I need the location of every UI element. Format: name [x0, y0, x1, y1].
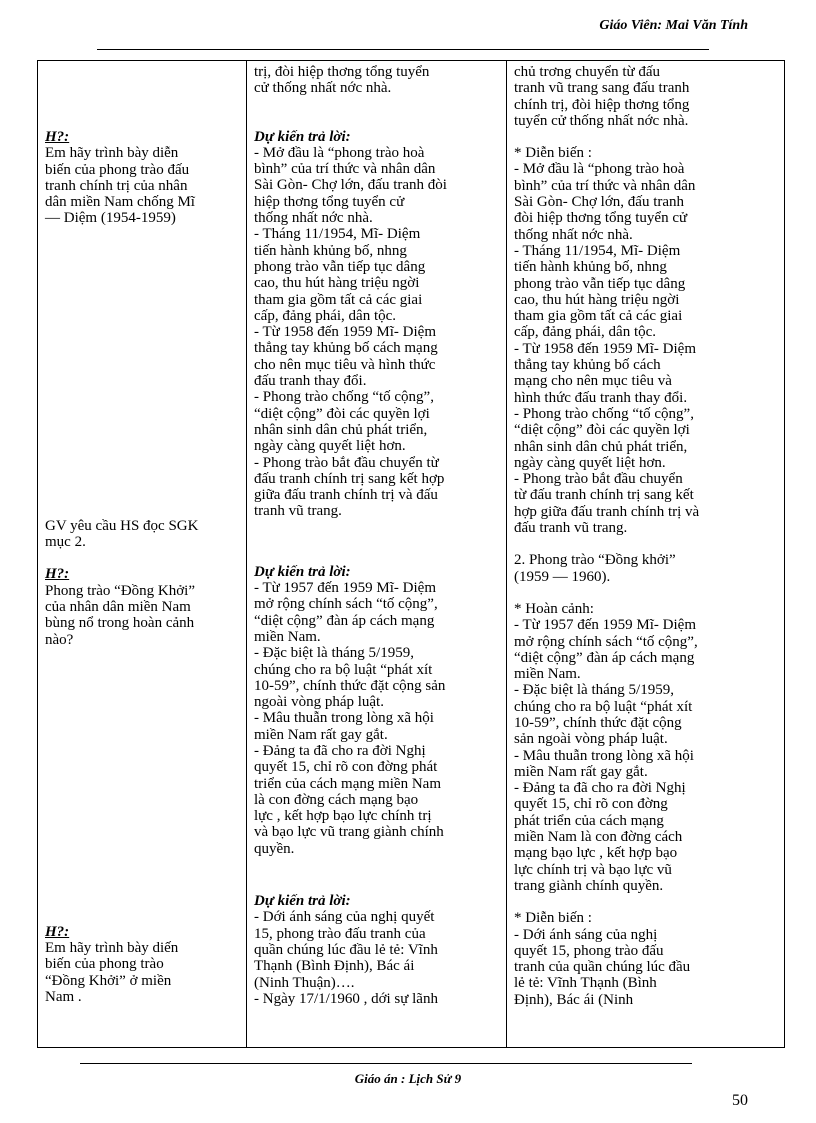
text-line: - Từ 1958 đến 1959 Mĩ- Diệm	[254, 324, 436, 341]
text-line: đấu tranh vũ trang.	[514, 520, 628, 537]
text-line: của nhân dân miền Nam	[45, 598, 191, 615]
table-row	[38, 61, 785, 1048]
text-line: - Tháng 11/1954, Mĩ- Diệm	[514, 242, 681, 259]
text-line: tranh vũ trang.	[254, 503, 342, 520]
text-line: - Đảng ta đã cho ra đời Nghị	[254, 742, 426, 759]
text-line: tham gia gồm tất cả các giai	[254, 291, 423, 308]
text-line: hình thức đấu tranh thay đổi.	[514, 389, 688, 406]
text-line: Phong trào “Đồng Khởi”	[45, 582, 195, 599]
lesson-table	[37, 60, 785, 1048]
text-line: Định), Bác ái (Ninh	[514, 991, 634, 1008]
footer-rule	[80, 1063, 692, 1064]
text-line: “diệt cộng” đàn áp cách mạng	[254, 612, 435, 629]
text-line: mở rộng chính sách “tố cộng”,	[254, 596, 438, 613]
teacher-activity-column	[38, 61, 247, 1048]
text-line: lẻ tẻ: Vĩnh Thạnh (Bình	[514, 975, 657, 992]
text-line: triển của cách mạng miền Nam	[254, 775, 442, 792]
text-line: - Mâu thuẫn trong lòng xã hội	[254, 710, 434, 727]
text-line: quyền.	[254, 840, 295, 857]
text-line: - Đặc biệt là tháng 5/1959,	[254, 645, 414, 662]
text-line: bình” của trí thức và nhân dân	[514, 177, 696, 194]
text-line: 2. Phong trào “Đồng khởi”	[514, 552, 676, 569]
question-text	[45, 583, 239, 648]
text-line: chúng cho ra bộ luật “phát xít	[514, 698, 693, 715]
text-line: - Dới ánh sáng của nghị quyết	[254, 909, 435, 926]
text-line: tiến hành khủng bố, nhng	[514, 259, 667, 276]
text-line: thẳng tay khủng bố cách mạng	[254, 340, 438, 357]
text-line: Thạnh (Bình Định), Bác ái	[254, 958, 415, 975]
text-line: mạng bạo lực , kết hợp bạo	[514, 845, 678, 862]
content-continued-text	[514, 64, 777, 129]
text-line: Sài Gòn- Chợ lớn, đấu tranh đòi	[254, 177, 447, 194]
question-label: H?:	[45, 566, 70, 583]
expected-answer-heading: Dự kiến trả lời:	[254, 128, 351, 145]
text-line: và bạo lực vũ trang giành chính	[254, 824, 444, 841]
text-line: - Mở đầu là “phong trào hoà	[254, 144, 425, 161]
text-line: từ đấu tranh chính trị sang kết	[514, 487, 694, 504]
text-line: bình” của trí thức và nhân dân	[254, 161, 436, 178]
text-line: trị, đòi hiệp thơng tổng tuyển	[254, 64, 430, 80]
text-line: tiến hành khủng bố, nhng	[254, 242, 407, 259]
text-line: chính trị, đòi hiệp thơng tổng	[514, 96, 690, 113]
text-line: là con đờng cách mạng bạo	[254, 791, 419, 808]
answer-continued-text	[254, 64, 499, 97]
text-line: nào?	[45, 631, 74, 648]
text-line: ngày càng quyết liệt hơn.	[254, 438, 406, 455]
content-text	[514, 617, 777, 894]
text-line: - Phong trào bắt đầu chuyển từ	[254, 454, 439, 471]
text-line: GV yêu cầu HS đọc SGK	[45, 517, 199, 534]
text-line: đấu tranh chính trị sang kết hợp	[254, 470, 445, 487]
text-line: Sài Gòn- Chợ lớn, đấu tranh	[514, 194, 685, 211]
text-line: miền Nam.	[514, 666, 581, 683]
text-line: quần chúng lúc đầu lẻ tẻ: Vĩnh	[254, 941, 438, 958]
text-line: giữa đấu tranh chính trị và đấu	[254, 487, 438, 504]
text-line: phong trào vẫn tiếp tục dâng	[514, 275, 686, 292]
text-line: chủ trơng chuyển từ đấu	[514, 64, 661, 80]
text-line: hợp giữa đấu tranh chính trị và	[514, 503, 700, 520]
text-line: miền Nam rất gay gắt.	[254, 726, 388, 743]
text-line: đấu tranh thay đổi.	[254, 373, 367, 390]
expected-answer-text	[254, 580, 499, 857]
text-line: chúng cho ra bộ luật “phát xít	[254, 661, 433, 678]
text-line: (1959 — 1960).	[514, 568, 611, 585]
expected-answer-heading: Dự kiến trả lời:	[254, 893, 351, 910]
text-line: tranh chính trị của nhân	[45, 177, 188, 194]
text-line: “diệt cộng” đàn áp cách mạng	[514, 649, 695, 666]
footer-title: Giáo án : Lịch Sử 9	[354, 1071, 462, 1086]
text-line: Em hãy trình bày diễn	[45, 145, 179, 162]
text-line: mục 2.	[45, 534, 86, 551]
text-line: - Phong trào chống “tố cộng”,	[254, 389, 434, 406]
text-line: mở rộng chính sách “tố cộng”,	[514, 633, 698, 650]
text-line: biến của phong trào đấu	[45, 161, 190, 178]
section-title: * Hoàn cảnh:	[514, 600, 594, 617]
text-line: hiệp thơng tổng tuyển cử	[254, 193, 405, 210]
text-line: quyết 15, chỉ rõ con đờng phát	[254, 759, 438, 776]
text-line: - Đảng ta đã cho ra đời Nghị	[514, 780, 686, 797]
text-line: sản ngoài vòng pháp luật.	[514, 731, 668, 748]
text-line: - Tháng 11/1954, Mĩ- Diệm	[254, 226, 421, 243]
text-line: - Từ 1957 đến 1959 Mĩ- Diệm	[254, 580, 436, 597]
text-line: lực , kết hợp bạo lực chính trị	[254, 808, 432, 825]
expected-answer-column	[247, 61, 507, 1048]
header-teacher: Giáo Viên: Mai Văn Tính	[599, 18, 748, 33]
text-line: “diệt cộng” đòi các quyền lợi	[514, 422, 690, 439]
text-line: Nam .	[45, 989, 82, 1006]
text-line: - Phong trào chống “tố cộng”,	[514, 405, 694, 422]
content-text	[514, 927, 777, 1008]
question-label: H?:	[45, 923, 70, 940]
text-line: thống nhất nớc nhà.	[254, 210, 373, 227]
text-line: “Đồng Khởi” ở miền	[45, 972, 172, 989]
text-line: 10-59”, chính thức đặt cộng	[514, 714, 682, 731]
text-line: - Từ 1957 đến 1959 Mĩ- Diệm	[514, 617, 696, 634]
expected-answer-text	[254, 909, 499, 1007]
text-line: thống nhất nớc nhà.	[514, 226, 633, 243]
instruction-text	[45, 518, 239, 551]
expected-answer-heading: Dự kiến trả lời:	[254, 563, 351, 580]
content-text	[514, 161, 777, 536]
text-line: đòi hiệp thơng tổng tuyển cử	[514, 210, 688, 227]
page-number: 50	[732, 1092, 748, 1109]
text-line: tuyển cử thống nhất nớc nhà.	[514, 112, 689, 129]
text-line: phát triển của cách mạng	[514, 812, 664, 829]
text-line: 10-59”, chính thức đặt cộng sản	[254, 677, 446, 694]
text-line: - Đặc biệt là tháng 5/1959,	[514, 682, 674, 699]
section-title: * Diễn biến :	[514, 145, 592, 162]
text-line: cử thống nhất nớc nhà.	[254, 80, 392, 97]
text-line: ngoài vòng pháp luật.	[254, 694, 384, 711]
text-line: 15, phong trào đấu tranh của	[254, 925, 426, 942]
text-line: lực chính trị và bạo lực vũ	[514, 861, 672, 878]
text-line: bùng nổ trong hoàn cảnh	[45, 615, 195, 632]
text-line: nhân sinh dân chủ phát triển,	[514, 438, 688, 455]
text-line: cho nên mục tiêu và hình thức	[254, 356, 436, 373]
text-line: - Mâu thuẫn trong lòng xã hội	[514, 747, 694, 764]
text-line: mạng cho nên mục tiêu và	[514, 373, 672, 390]
text-line: ngày càng quyết liệt hơn.	[514, 454, 666, 471]
question-text	[45, 145, 239, 226]
text-line: - Mở đầu là “phong trào hoà	[514, 161, 685, 178]
question-label: H?:	[45, 129, 70, 145]
question-text	[45, 940, 239, 1005]
text-line: Em hãy trình bày diến	[45, 940, 179, 957]
text-line: — Diệm (1954-1959)	[45, 210, 176, 227]
text-line: - Ngày 17/1/1960 , dới sự lãnh	[254, 990, 438, 1007]
text-line: cấp, đảng phái, dân tộc.	[514, 324, 657, 341]
text-line: cao, thu hút hàng triệu ngời	[254, 275, 420, 292]
text-line: trang giành chính quyền.	[514, 877, 664, 894]
text-line: miền Nam rất gay gắt.	[514, 763, 648, 780]
expected-answer-text	[254, 145, 499, 520]
text-line: quyết 15, chỉ rõ con đờng	[514, 796, 668, 813]
section-heading	[514, 552, 777, 585]
text-line: tranh vũ trang sang đấu tranh	[514, 80, 690, 97]
text-line: phong trào vẫn tiếp tục dâng	[254, 258, 426, 275]
text-line: tranh của quần chúng lúc đầu	[514, 959, 691, 976]
text-line: cao, thu hút hàng triệu ngời	[514, 291, 680, 308]
text-line: - Từ 1958 đến 1959 Mĩ- Diệm	[514, 340, 696, 357]
text-line: cấp, đảng phái, dân tộc.	[254, 307, 397, 324]
text-line: biến của phong trào	[45, 956, 164, 973]
text-line: (Ninh Thuận)….	[254, 974, 355, 991]
text-line: “diệt cộng” đòi các quyền lợi	[254, 405, 430, 422]
header-rule	[97, 49, 709, 50]
text-line: miền Nam là con đờng cách	[514, 829, 683, 846]
text-line: quyết 15, phong trào đấu	[514, 942, 664, 959]
text-line: nhân sinh dân chủ phát triển,	[254, 421, 428, 438]
text-line: miền Nam.	[254, 628, 321, 645]
text-line: - Dới ánh sáng của nghị	[514, 926, 658, 943]
lesson-content-column	[507, 61, 785, 1048]
text-line: - Phong trào bắt đầu chuyển	[514, 471, 683, 488]
section-title: * Diễn biến :	[514, 910, 592, 927]
text-line: thẳng tay khủng bố cách	[514, 357, 661, 374]
text-line: tham gia gồm tất cả các giai	[514, 308, 683, 325]
text-line: dân miền Nam chống Mĩ	[45, 194, 195, 211]
